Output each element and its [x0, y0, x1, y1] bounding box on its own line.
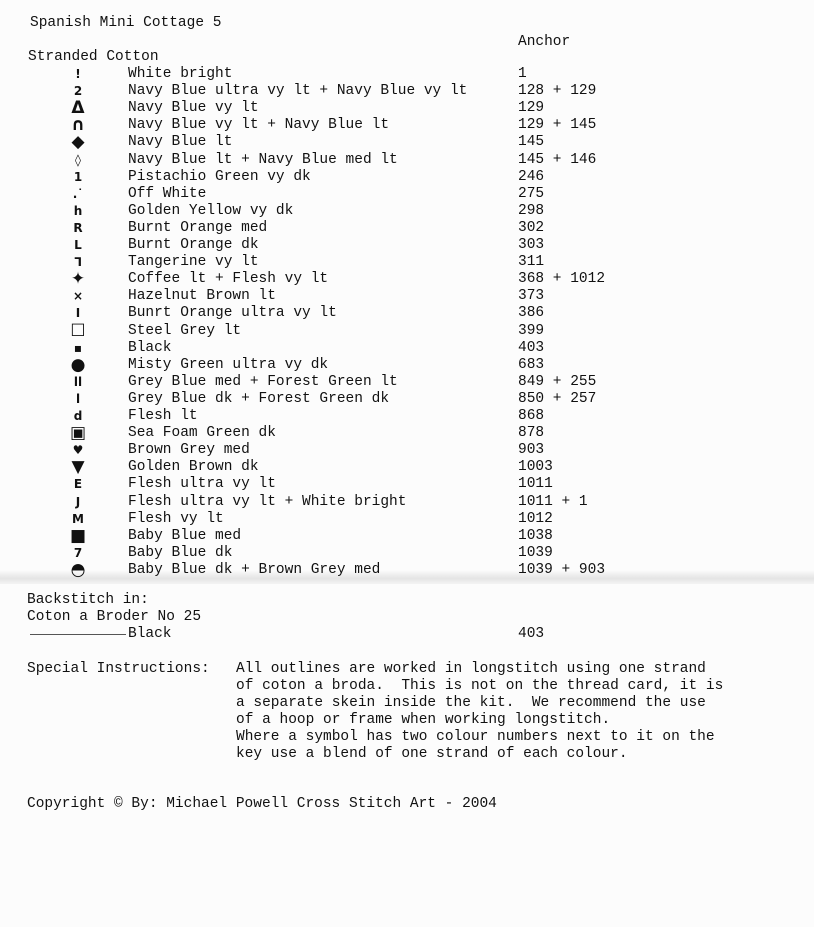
color-name: Golden Brown dk	[128, 459, 259, 476]
anchor-number: 275	[518, 185, 545, 202]
color-name: Navy Blue lt + Navy Blue med lt	[128, 151, 398, 168]
anchor-number: 129	[518, 100, 545, 117]
anchor-number: 303	[518, 237, 545, 253]
stitch-symbol-icon: ▣	[69, 423, 87, 444]
color-name: Flesh vy lt	[128, 510, 224, 527]
stitch-symbol-icon: ☐	[70, 320, 86, 341]
stitch-symbol-icon: ▼	[71, 457, 85, 478]
anchor-number: 868	[518, 408, 545, 424]
anchor-number: 311	[518, 254, 545, 271]
stitch-symbol-icon: M	[72, 511, 84, 526]
key-row	[0, 559, 814, 580]
anchor-header: Anchor	[518, 34, 571, 50]
stitch-symbol-icon: R	[73, 220, 83, 235]
key-row	[0, 391, 814, 408]
key-row	[0, 511, 814, 528]
color-name: Flesh ultra vy lt + White bright	[128, 493, 407, 510]
color-name: Coffee lt + Flesh vy lt	[128, 271, 329, 288]
anchor-number: 1039 + 903	[518, 561, 606, 578]
key-row	[0, 203, 814, 220]
stitch-symbol-icon: h	[73, 203, 83, 218]
section-heading: Stranded Cotton	[28, 49, 159, 65]
anchor-number: 373	[518, 288, 545, 305]
stitch-symbol-icon: ●	[70, 354, 86, 375]
color-name: Grey Blue med + Forest Green lt	[128, 373, 398, 390]
color-name: Baby Blue dk + Brown Grey med	[128, 561, 381, 578]
anchor-number: 903	[518, 442, 545, 459]
anchor-number: 1039	[518, 544, 553, 561]
key-row	[0, 100, 814, 117]
stitch-symbol-icon: E	[73, 477, 83, 492]
color-name: Baby Blue dk	[128, 544, 233, 561]
key-row	[0, 442, 814, 459]
stitch-symbol-icon: ■	[69, 525, 87, 546]
key-row	[0, 494, 814, 511]
stitch-symbol-icon: .˙	[72, 186, 84, 201]
stitch-symbol-icon: Δ	[71, 98, 85, 119]
key-row	[0, 220, 814, 237]
color-name: Hazelnut Brown lt	[128, 288, 276, 305]
color-name: Tangerine vy lt	[128, 254, 259, 271]
anchor-number: 145 + 146	[518, 151, 597, 168]
backstitch-line-sample	[30, 634, 126, 635]
color-name: Black	[128, 339, 172, 356]
anchor-number: 128 + 129	[518, 83, 597, 100]
stitch-symbol-icon: ◆	[71, 132, 85, 153]
key-row	[0, 83, 814, 100]
key-row	[0, 425, 814, 442]
color-name: Navy Blue ultra vy lt + Navy Blue vy lt	[128, 83, 468, 100]
page-title: Spanish Mini Cottage 5	[30, 15, 222, 31]
anchor-number: 145	[518, 134, 545, 151]
color-name: Brown Grey med	[128, 442, 250, 459]
stitch-symbol-icon: ∩	[71, 115, 85, 136]
key-row	[0, 237, 814, 254]
anchor-number: 1	[518, 66, 527, 82]
stitch-symbol-icon: ▪	[73, 340, 83, 355]
key-row	[0, 408, 814, 425]
color-name: Sea Foam Green dk	[128, 425, 276, 442]
backstitch-heading: Backstitch in:	[27, 592, 149, 608]
color-name: Flesh ultra vy lt	[128, 476, 276, 493]
anchor-number: 1003	[518, 459, 553, 476]
color-name: Baby Blue med	[128, 527, 242, 544]
stitch-symbol-icon: 2	[73, 84, 83, 99]
anchor-number: 1011 + 1	[518, 493, 588, 510]
key-row	[0, 254, 814, 271]
key-row	[0, 288, 814, 305]
color-name: Misty Green ultra vy dk	[128, 356, 329, 373]
color-name: Navy Blue vy lt + Navy Blue lt	[128, 117, 390, 134]
color-name: White bright	[128, 66, 233, 82]
anchor-number: 403	[518, 339, 545, 356]
color-name: Burnt Orange dk	[128, 237, 259, 253]
stitch-symbol-icon: L	[74, 238, 82, 252]
color-name: Bunrt Orange ultra vy lt	[128, 305, 337, 322]
stitch-symbol-icon: ◓	[70, 559, 86, 580]
stitch-symbol-icon: 7	[73, 545, 83, 560]
special-label: Special Instructions:	[27, 661, 210, 677]
stitch-symbol-icon: d	[73, 409, 83, 423]
key-row	[0, 374, 814, 391]
stitch-symbol-icon: 1	[73, 169, 83, 184]
stitch-symbol-icon: ◊	[75, 152, 81, 167]
stitch-symbol-icon: ll	[73, 374, 83, 389]
key-row	[0, 476, 814, 493]
color-name: Golden Yellow vy dk	[128, 202, 294, 219]
key-row	[0, 340, 814, 357]
backstitch-anchor: 403	[518, 626, 545, 642]
anchor-number: 386	[518, 305, 545, 322]
anchor-number: 129 + 145	[518, 117, 597, 134]
stitch-symbol-icon: J	[75, 494, 81, 509]
backstitch-thread: Coton a Broder No 25	[27, 609, 202, 625]
stitch-symbol-icon: I	[75, 306, 81, 321]
color-name: Flesh lt	[128, 408, 198, 424]
key-row	[0, 459, 814, 476]
anchor-number: 302	[518, 219, 545, 236]
anchor-number: 246	[518, 168, 545, 185]
stitch-symbol-icon: !	[75, 67, 81, 81]
key-row	[0, 66, 814, 83]
backstitch-color: Black	[128, 626, 172, 642]
special-text: All outlines are worked in longstitch using one strand of coton a broda. This is not on the thread card, it is a separate skein inside the kit. We recommend the use of a hoop or frame when working longstitch. Where a symbol has two colour numbers next to it on the key use a blend of one strand of each colour.	[236, 661, 724, 762]
anchor-number: 368 + 1012	[518, 271, 606, 288]
stitch-symbol-icon: ✦	[70, 269, 86, 290]
stitch-symbol-icon: ♥	[72, 443, 84, 458]
key-row	[0, 354, 814, 375]
anchor-number: 1011	[518, 476, 553, 493]
key-row	[0, 305, 814, 322]
anchor-number: 683	[518, 356, 545, 373]
color-name: Off White	[128, 185, 207, 202]
key-row	[0, 525, 814, 546]
anchor-number: 399	[518, 322, 545, 339]
key-row	[0, 271, 814, 288]
key-row	[0, 134, 814, 151]
key-row	[0, 186, 814, 203]
copyright: Copyright © By: Michael Powell Cross Stitch Art - 2004	[27, 796, 497, 812]
key-row	[0, 169, 814, 186]
color-name: Pistachio Green vy dk	[128, 168, 311, 185]
key-row	[0, 117, 814, 134]
key-row	[0, 320, 814, 341]
anchor-number: 878	[518, 425, 545, 442]
key-row	[0, 545, 814, 562]
anchor-number: 850 + 257	[518, 390, 597, 407]
stitch-symbol-icon: ×	[72, 289, 84, 304]
key-row	[0, 152, 814, 169]
anchor-number: 1038	[518, 527, 553, 544]
color-name: Navy Blue lt	[128, 134, 233, 151]
color-name: Grey Blue dk + Forest Green dk	[128, 390, 390, 407]
stitch-symbol-icon: ⅂	[74, 255, 82, 270]
color-name: Steel Grey lt	[128, 322, 242, 339]
color-name: Burnt Orange med	[128, 219, 268, 236]
stitch-symbol-icon: l	[75, 391, 81, 406]
color-name: Navy Blue vy lt	[128, 100, 259, 117]
anchor-number: 1012	[518, 510, 553, 527]
anchor-number: 849 + 255	[518, 373, 597, 390]
anchor-number: 298	[518, 202, 545, 219]
